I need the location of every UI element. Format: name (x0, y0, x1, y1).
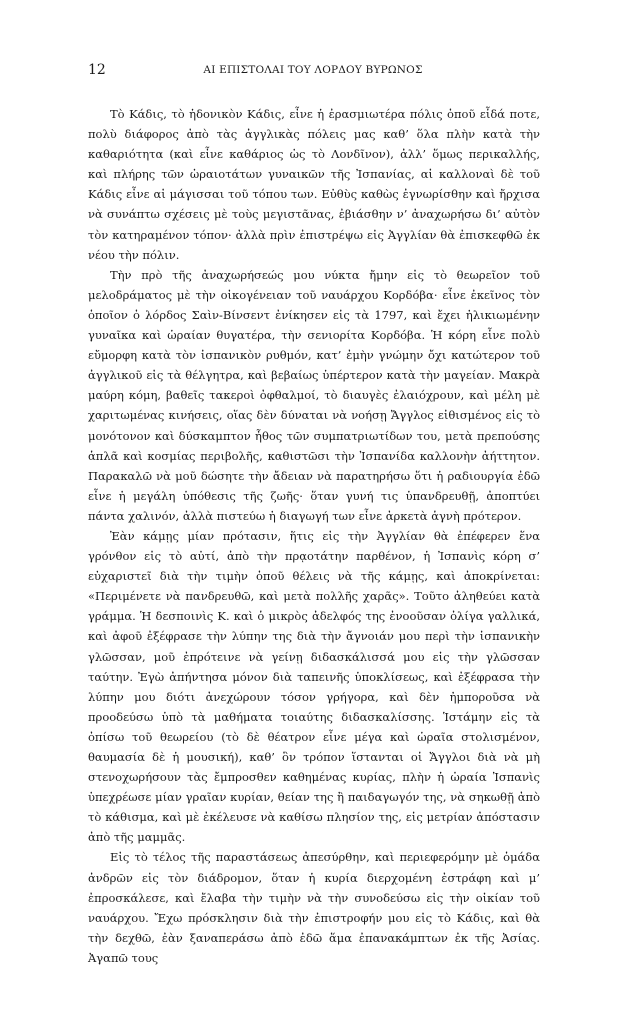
page-number: 12 (88, 62, 106, 78)
paragraph-2: Τὴν πρὸ τῆς ἀναχωρήσεώς μου νύκτα ἤμην εἰς τὸ θεωρεῖον τοῦ μελοδράματος μὲ τὴν οἰκογένειαν τοῦ ναυάρχου Κορδόβα· εἶνε ἐκεῖνος τὸν ὁποῖον ὁ λόρδος Σαὶν-Βίνσεντ ἐνίκησεν εἰς τὰ 1797, καὶ ἔχει ἡλικιωμένην γυναῖκα καὶ ὡραίαν θυγατέρα, τὴν σενιορίτα Κορδόβα. Ἡ κόρη εἶνε πολὺ εὔμορφη κατὰ τὸν ἰσπανικὸν ρυθμόν, κατ’ ἐμὴν γνώμην ὄχι κατώτερον τοῦ ἀγγλικοῦ εἰς τὰ θέλγητρα, καὶ βεβαίως ὑπέρτερον κατὰ τὴν μαγείαν. Μακρὰ μαύρη κόμη, βαθεῖς τακεροὶ ὀφθαλμοί, τὸ διαυγὲς ἐλαιόχρουν, καὶ μέλη μὲ χαριτωμένας κινήσεις, οἵας δὲν δύναται νὰ νοήσῃ Ἄγγλος εἰθισμένος εἰς τὸ μονότονον καὶ δύσκαμπτον ἦθος τῶν συμπατριωτίδων του, μετὰ πρεπούσης ἁπλᾶ καὶ κοσμίας περιβολῆς, καθιστῶσι τὴν Ἰσπανίδα καλλονὴν ἀήττητον. Παρακαλῶ νὰ μοῦ δώσητε τὴν ἄδειαν νὰ παρατηρήσω ὅτι ἡ ραδιουργία ἐδῶ εἶνε ἡ μεγάλη ὑπόθεσις τῆς ζωῆς· ὅταν γυνή τις ὑπανδρευθῇ, ἀποπτύει πάντα χαλινόν, ἀλλὰ πιστεύω ἡ διαγωγή των εἶνε ἀρκετὰ ἁγνὴ πρότερον. (88, 267, 540, 523)
paragraph-1: Τὸ Κάδις, τὸ ἡδονικὸν Κάδις, εἶνε ἡ ἐρασμιωτέρα πόλις ὁποῦ εἶδά ποτε, πολὺ διάφορος ἀπὸ τὰς ἀγγλικὰς πόλεις μας καθ’ ὅλα πλὴν κατὰ τὴν καθαριότητα (καὶ εἶνε καθάριος ὡς τὸ Λονδῖνον), ἀλλ’ ὅμως περικαλλής, καὶ πλήρης τῶν ὡραιοτάτων γυναικῶν τῆς Ἰσπανίας, αἱ καλλοναὶ δὲ τοῦ Κάδις εἶνε αἱ μάγισσαι τοῦ τόπου των. Εὐθὺς καθὼς ἐγνωρίσθην καὶ ἤρχισα νὰ συνάπτω σχέσεις μὲ τοὺς μεγιστᾶνας, ἐβιάσθην ν’ ἀναχωρήσω δι’ αὐτὸν τὸν κατηραμένον τόπον· ἀλλὰ πρὶν ἐπιστρέψω εἰς Ἀγγλίαν θὰ ἐπισκεφθῶ ἐκ νέου τὴν πόλιν. (88, 107, 540, 262)
running-head: ΑΙ ΕΠΙΣΤΟΛΑΙ ΤΟΥ ΛΟΡΔΟΥ ΒΥΡΩΝΟΣ (203, 64, 423, 76)
paragraph-3: Ἐὰν κάμῃς μίαν πρότασιν, ἥτις εἰς τὴν Ἀγγλίαν θὰ ἐπέφερεν ἕνα γρόνθον εἰς τὸ αὐτί, ἀπὸ τὴν πρᾳοτάτην παρθένον, ἡ Ἰσπανὶς κόρη σ’ εὐχαριστεῖ διὰ τὴν τιμὴν ὁποῦ θέλεις νὰ τῆς κάμῃς, καὶ ἀποκρίνεται: «Περιμένετε νὰ πανδρευθῶ, καὶ μετὰ πολλῆς χαρᾶς». Τοῦτο ἀληθεύει κατὰ γράμμα. Ἡ δεσποινὶς Κ. καὶ ὁ μικρὸς ἀδελφός της ἐνοοῦσαν ὀλίγα γαλλικά, καὶ ἀφοῦ ἐξέφρασε τὴν λύπην της διὰ τὴν ἄγνοιάν μου περὶ τὴν ἰσπανικὴν γλῶσσαν, μοῦ ἐπρότεινε νὰ γείνῃ διδασκάλισσά μου εἰς τὴν γλῶσσαν ταύτην. Ἐγὼ ἀπήντησα μόνον διὰ ταπεινῆς ὑποκλίσεως, καὶ ἐξέφρασα τὴν λύπην μου διότι ἀνεχώρουν τόσον γρήγορα, καὶ δὲν ἠμποροῦσα νὰ προοδεύσω ὑπὸ τὰ μαθήματα τοιαύτης διδασκαλίσσης. Ἱστάμην εἰς τὰ ὀπίσω τοῦ θεωρείου (τὸ δὲ θέατρον εἶνε μέγα καὶ ὡραῖα στολισμένον, θαυμασία δὲ ἡ μουσική), καθ’ ὃν τρόπον ἵστανται οἱ Ἄγγλοι διὰ νὰ μὴ στενοχωρήσουν τὰς ἔμπροσθεν καθημένας κυρίας, πλὴν ἡ ὡραία Ἰσπανὶς ὑπεχρέωσε μίαν γραῖαν κυρίαν, θείαν της ἢ παιδαγωγόν της, νὰ σηκωθῇ ἀπὸ τὸ κάθισμα, καὶ μὲ ἐκέλευσε νὰ καθίσω πλησίον της, εἰς μετρίαν ἀπόστασιν ἀπὸ τῆς μαμμᾶς. (88, 528, 540, 845)
paragraph-4: Εἰς τὸ τέλος τῆς παραστάσεως ἀπεσύρθην, καὶ περιεφερόμην μὲ ὁμάδα ἀνδρῶν εἰς τὸν διάδρομον, ὅταν ἡ κυρία διερχομένη ἐστράφη καὶ μ’ ἐπροσκάλεσε, καὶ ἔλαβα τὴν τιμὴν νὰ τὴν συνοδεύσω εἰς τὴν οἰκίαν τοῦ ναυάρχου. Ἔχω πρόσκλησιν διὰ τὴν ἐπιστροφήν μου εἰς τὸ Κάδις, καὶ θὰ τὴν δεχθῶ, ἐὰν ξαναπεράσω ἀπὸ ἐδῶ ἅμα ἐπανακάμπτων ἐκ τῆς Ἀσίας. Ἀγαπῶ τους (88, 850, 540, 965)
body-text (88, 104, 540, 968)
page-header (88, 62, 538, 82)
